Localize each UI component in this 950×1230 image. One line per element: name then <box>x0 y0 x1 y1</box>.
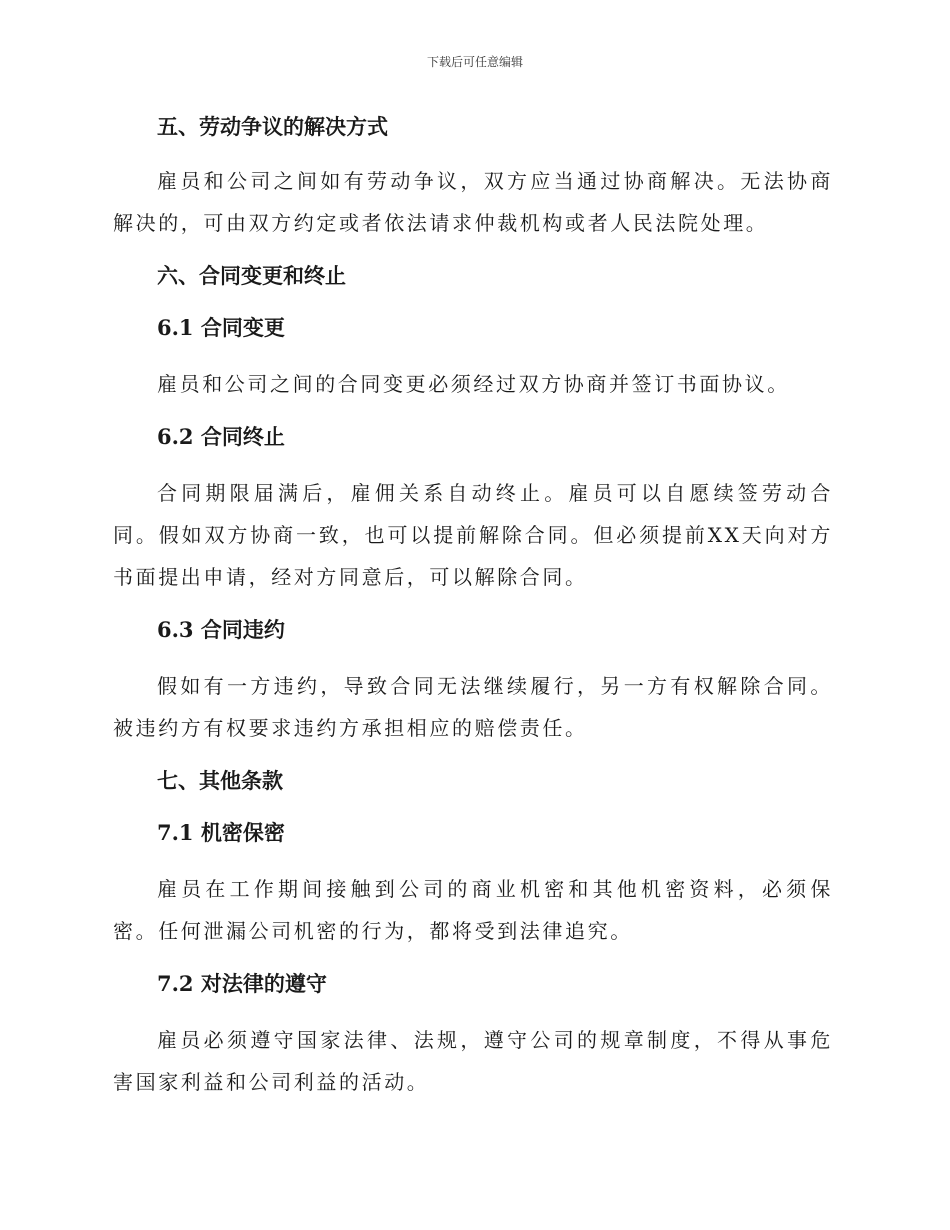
page-header: 下载后可任意编辑 <box>426 55 523 69</box>
subheading-6-3: 6.3 合同违约 <box>157 617 285 642</box>
subheading-7-2: 7.2 对法律的遵守 <box>157 971 327 996</box>
paragraph-termination: 合同期限届满后，雇佣关系自动终止。雇员可以自愿续签劳动合同。假如双方协商一致，也可以提前解除合同。但必须提前XX天向对方书面提出申请，经对方同意后，可以解除合同。 <box>113 481 833 589</box>
paragraph-law-compliance: 雇员必须遵守国家法律、法规，遵守公司的规章制度，不得从事危害国家利益和公司利益的活动。 <box>113 1028 833 1094</box>
section-heading-5: 五、劳动争议的解决方式 <box>157 114 388 139</box>
section-heading-7: 七、其他条款 <box>157 768 283 793</box>
document-body <box>113 110 833 1103</box>
paragraph-breach: 假如有一方违约，导致合同无法继续履行，另一方有权解除合同。被违约方有权要求违约方承担相应的赔偿责任。 <box>113 674 833 740</box>
subheading-6-2: 6.2 合同终止 <box>157 424 285 449</box>
paragraph-confidentiality: 雇员在工作期间接触到公司的商业机密和其他机密资料，必须保密。任何泄漏公司机密的行为，都将受到法律追究。 <box>113 877 833 943</box>
paragraph-change: 雇员和公司之间的合同变更必须经过双方协商并签订书面协议。 <box>157 372 790 396</box>
subheading-7-1: 7.1 机密保密 <box>157 820 285 845</box>
subheading-6-1: 6.1 合同变更 <box>157 315 285 340</box>
paragraph-dispute: 雇员和公司之间如有劳动争议，双方应当通过协商解决。无法协商解决的，可由双方约定或者依法请求仲裁机构或者人民法院处理。 <box>113 169 833 235</box>
section-heading-6: 六、合同变更和终止 <box>157 263 346 288</box>
